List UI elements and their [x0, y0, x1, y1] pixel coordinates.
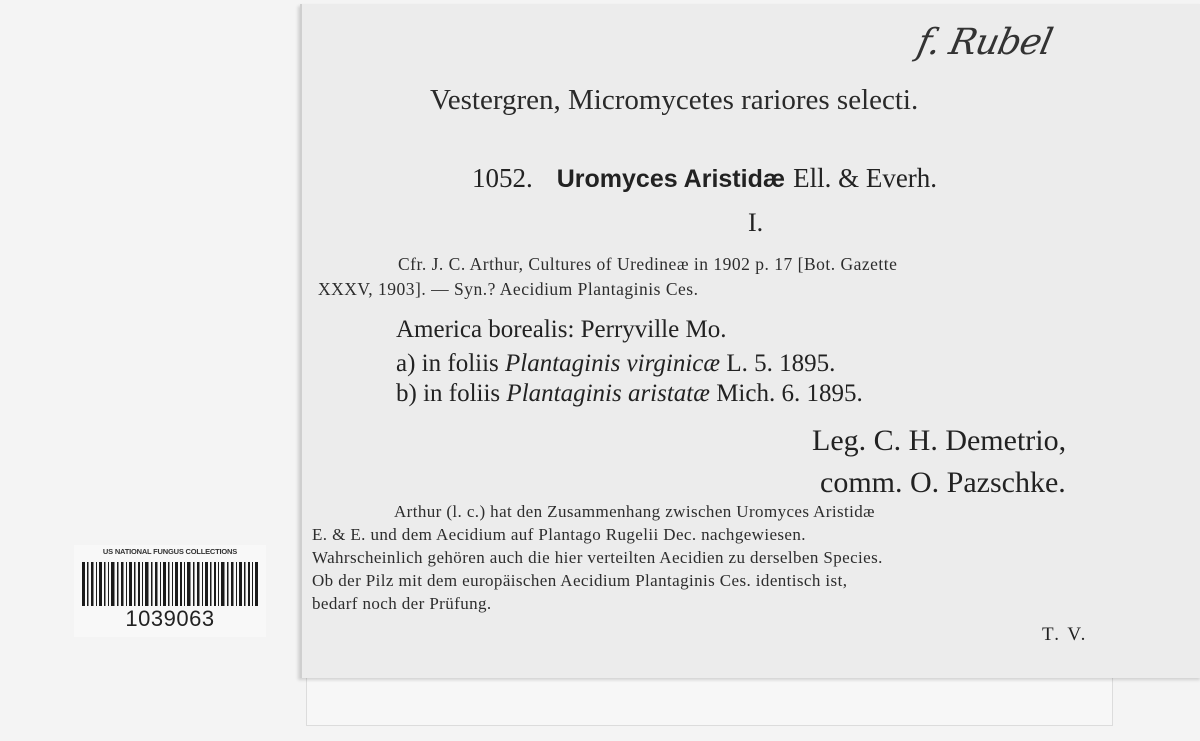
notes-block [312, 500, 1192, 615]
note-line: bedarf noch der Prüfung. [312, 594, 492, 613]
taxon-authority: Ell. & Everh. [793, 163, 938, 193]
host-a [396, 350, 835, 378]
handwritten-annotation: f. Rubel [913, 22, 1056, 63]
reference-line: Cfr. J. C. Arthur, Cultures of Uredineæ in 1902 p. 17 [Bot. Gazette [398, 254, 898, 274]
note-line: Wahrscheinlich gehören auch die hier verteilten Aecidien zu derselben Species. [312, 548, 883, 567]
author-initials: T. V. [1042, 624, 1088, 645]
taxon-entry [472, 163, 937, 194]
packet-flap [306, 676, 1113, 726]
host-species: Plantaginis virginicæ [505, 350, 721, 377]
entry-number: 1052. [472, 163, 533, 193]
communicator: comm. O. Pazschke. [820, 466, 1066, 499]
host-species: Plantaginis aristatæ [506, 380, 710, 407]
host-b [396, 380, 863, 408]
note-line: Arthur (l. c.) hat den Zusammenhang zwischen Uromyces Aristidæ [394, 502, 875, 521]
collector: Leg. C. H. Demetrio, [812, 424, 1067, 457]
host-date: L. 5. 1895. [720, 350, 836, 377]
host-prefix: a) in foliis [396, 350, 506, 377]
barcode-label [74, 545, 266, 637]
barcode-icon [82, 562, 258, 606]
reference-block [318, 252, 1190, 302]
reference-line: XXXV, 1903]. — Syn.? Aecidium Plantaginis Ces. [318, 279, 699, 299]
locality: America borealis: Perryville Mo. [396, 316, 727, 343]
note-line: E. & E. und dem Aecidium auf Plantago Rugelii Dec. nachgewiesen. [312, 525, 806, 544]
host-date: Mich. 6. 1895. [709, 380, 863, 407]
spore-stage: I. [748, 208, 764, 237]
series-title: Vestergren, Micromycetes rariores selecti. [430, 84, 919, 116]
note-line: Ob der Pilz mit dem europäischen Aecidium Plantaginis Ces. identisch ist, [312, 571, 848, 590]
collection-name: US NATIONAL FUNGUS COLLECTIONS [102, 547, 238, 556]
taxon-name: Uromyces Aristidæ [556, 165, 786, 193]
catalog-number: 1039063 [125, 606, 215, 631]
host-prefix: b) in foliis [396, 380, 507, 407]
